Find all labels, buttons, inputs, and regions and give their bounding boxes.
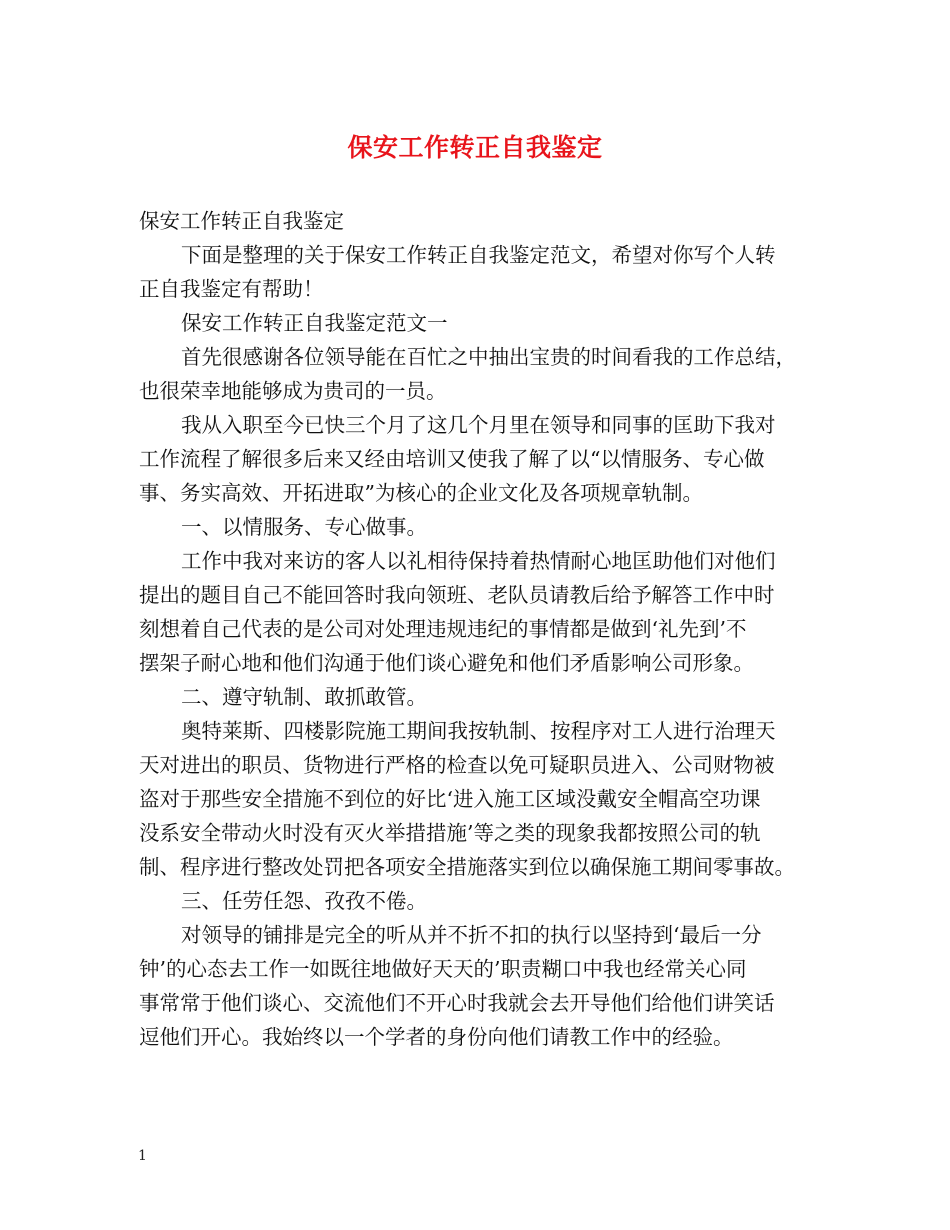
text-line: 保安工作转正自我鉴定 <box>139 209 344 233</box>
text-line: 我从入职至今已快三个月了这几个月里在领导和同事的匡助下我对 <box>181 413 776 437</box>
text-line: 保安工作转正自我鉴定范文一 <box>181 311 448 335</box>
text-line: 工作流程了解很多后来又经由培训又使我了解了以“以情服务、专心做 <box>139 447 765 471</box>
text-line: 逗他们开心。我始终以一个学者的身份向他们请教工作中的经验。 <box>139 1025 734 1049</box>
text-line: 事常常于他们谈心、交流他们不开心时我就会去开导他们给他们讲笑话 <box>139 991 775 1015</box>
text-line: 首先很感谢各位领导能在百忙之中抽出宝贵的时间看我的工作总结， <box>181 345 796 369</box>
text-line: 提出的题目自己不能回答时我向领班、老队员请教后给予解答工作中时 <box>139 583 775 607</box>
text-line: 摆架子耐心地和他们沟通于他们谈心避免和他们矛盾影响公司形象。 <box>139 651 754 675</box>
text-line: 奥特莱斯、四楼影院施工期间我按轨制、按程序对工人进行治理天 <box>181 719 776 743</box>
text-line: 工作中我对来访的客人以礼相待保持着热情耐心地匡助他们对他们 <box>181 549 776 573</box>
text-line: 二、遵守轨制、敢抓敢管。 <box>181 685 427 709</box>
document-body <box>139 204 829 1054</box>
document-title: 保安工作转正自我鉴定 <box>347 133 603 162</box>
text-line: 天对进出的职员、货物进行严格的检查以免可疑职员进入、公司财物被 <box>139 753 775 777</box>
text-line: 刻想着自己代表的是公司对处理违规违纪的事情都是做到‘礼先到’不 <box>139 617 747 641</box>
text-line: 三、任劳任怨、孜孜不倦。 <box>181 889 427 913</box>
text-line: 盗对于那些安全措施不到位的好比‘进入施工区域没戴安全帽高空功课 <box>139 787 761 811</box>
text-line: 也很荣幸地能够成为贵司的一员。 <box>139 379 447 403</box>
text-line: 事、务实高效、开拓进取”为核心的企业文化及各项规章轨制。 <box>139 481 703 505</box>
text-line: 没系安全带动火时没有灭火举措措施’等之类的现象我都按照公司的轨 <box>139 821 761 845</box>
text-line: 正自我鉴定有帮助！ <box>139 277 324 301</box>
text-line: 对领导的铺排是完全的听从并不折不扣的执行以坚持到‘最后一分 <box>181 923 762 947</box>
text-line: 下面是整理的关于保安工作转正自我鉴定范文，希望对你写个人转 <box>181 243 776 267</box>
text-line: 一、以情服务、专心做事。 <box>181 515 427 539</box>
text-line: 钟’的心态去工作一如既往地做好天天的’职责糊口中我也经常关心同 <box>139 957 747 981</box>
page-number: 1 <box>138 1148 147 1164</box>
text-line: 制、程序进行整改处罚把各项安全措施落实到位以确保施工期间零事故。 <box>139 855 795 879</box>
